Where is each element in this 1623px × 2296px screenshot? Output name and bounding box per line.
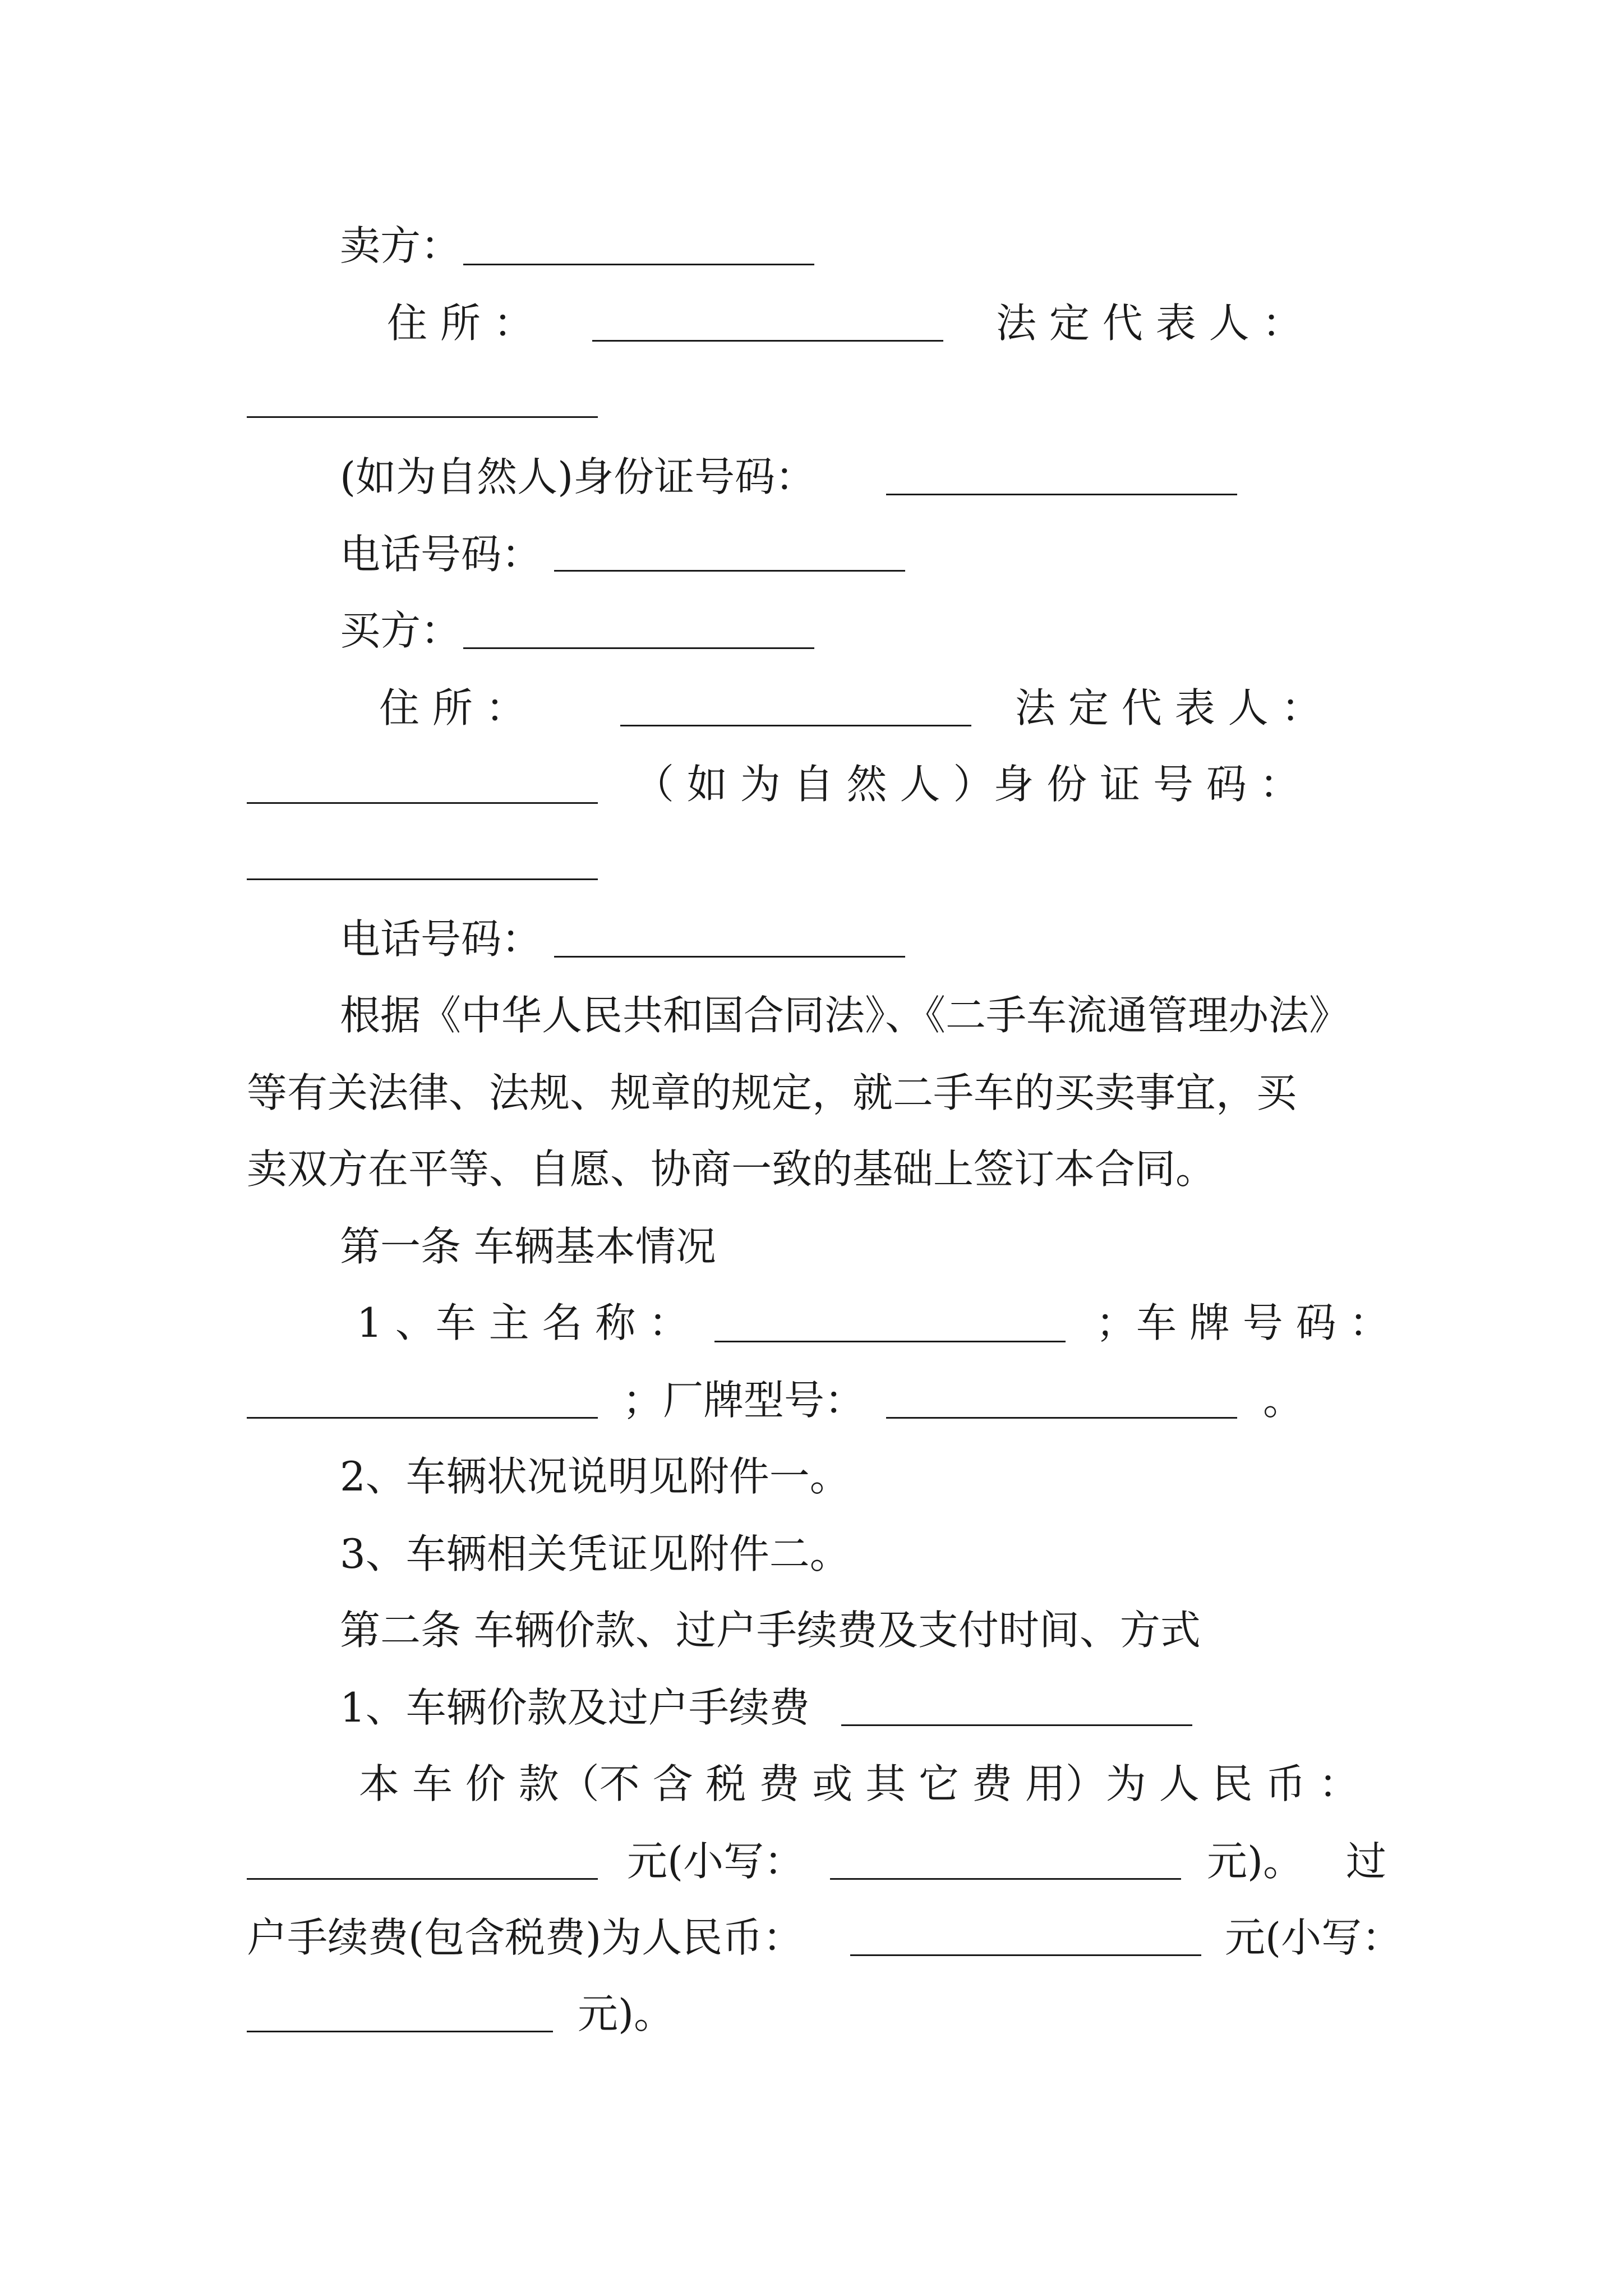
buyer-label: 买方： <box>340 607 462 654</box>
seller-name-blank[interactable] <box>463 264 814 265</box>
transfer-unit-label: 元(小写： <box>1225 1914 1403 1961</box>
preamble-line-2: 等有关法律、法规、规章的规定，就二手车的买卖事宜，买 <box>247 1069 1297 1116</box>
transfer-fee-label: 户手续费(包含税费)为人民币： <box>247 1914 804 1961</box>
transfer-start: 过 <box>1346 1838 1387 1885</box>
buyer-phone-label: 电话号码： <box>340 915 542 963</box>
model-label: ；厂牌型号： <box>623 1377 865 1424</box>
transfer-uppercase-blank[interactable] <box>850 1954 1201 1956</box>
item1-end: 。 <box>1263 1377 1304 1424</box>
seller-phone-blank[interactable] <box>554 570 905 572</box>
buyer-id-label: （ 如 为 自 然 人 ）身 份 证 号 码 ： <box>634 761 1300 808</box>
seller-address-blank[interactable] <box>592 340 943 342</box>
article2-item1: 1、车辆价款及过户手续费 <box>340 1684 810 1731</box>
seller-address-label: 住 所 ： <box>387 300 534 347</box>
seller-label: 卖方： <box>340 222 462 269</box>
seller-rep-blank[interactable] <box>247 416 598 418</box>
price-end: 元)。 <box>1207 1838 1304 1885</box>
article1-item3: 3、车辆相关凭证见附件二。 <box>340 1530 850 1577</box>
buyer-rep-blank[interactable] <box>247 802 598 804</box>
plate-number-label: ；车 牌 号 码 ： <box>1096 1299 1390 1346</box>
buyer-address-label: 住 所 ： <box>379 684 526 731</box>
buyer-phone-blank[interactable] <box>554 956 905 958</box>
article1-item2: 2、车辆状况说明见附件一。 <box>340 1453 850 1500</box>
buyer-name-blank[interactable] <box>463 647 814 649</box>
buyer-address-blank[interactable] <box>620 725 971 726</box>
owner-name-label: 1 、车 主 名 称 ： <box>357 1299 689 1346</box>
price-uppercase-blank[interactable] <box>247 1878 598 1880</box>
buyer-rep-label: 法 定 代 表 人 ： <box>1015 684 1322 731</box>
seller-id-blank[interactable] <box>886 494 1237 495</box>
fee-total-blank[interactable] <box>841 1724 1192 1726</box>
buyer-id-blank[interactable] <box>247 878 598 880</box>
owner-name-blank[interactable] <box>714 1341 1066 1342</box>
article1-title: 第一条 车辆基本情况 <box>340 1223 716 1270</box>
seller-rep-label: 法 定 代 表 人 ： <box>996 300 1303 347</box>
price-lowercase-blank[interactable] <box>830 1878 1181 1880</box>
plate-number-blank[interactable] <box>247 1417 598 1419</box>
model-blank[interactable] <box>886 1417 1237 1419</box>
preamble-line-3: 卖双方在平等、自愿、协商一致的基础上签订本合同。 <box>247 1145 1216 1193</box>
seller-phone-label: 电话号码： <box>340 531 542 578</box>
preamble-line-1: 根据《中华人民共和国合同法》、《二手车流通管理办法》 <box>340 992 1350 1039</box>
price-label: 本 车 价 款（不 含 税 费 或 其 它 费 用）为 人 民 币 ： <box>359 1760 1359 1807</box>
price-unit-label: 元(小写： <box>627 1838 805 1885</box>
transfer-end: 元)。 <box>578 1990 675 2037</box>
transfer-lowercase-blank[interactable] <box>247 2031 553 2032</box>
seller-id-label: (如为自然人)身份证号码： <box>340 453 816 500</box>
article2-title: 第二条 车辆价款、过户手续费及支付时间、方式 <box>340 1607 1201 1654</box>
